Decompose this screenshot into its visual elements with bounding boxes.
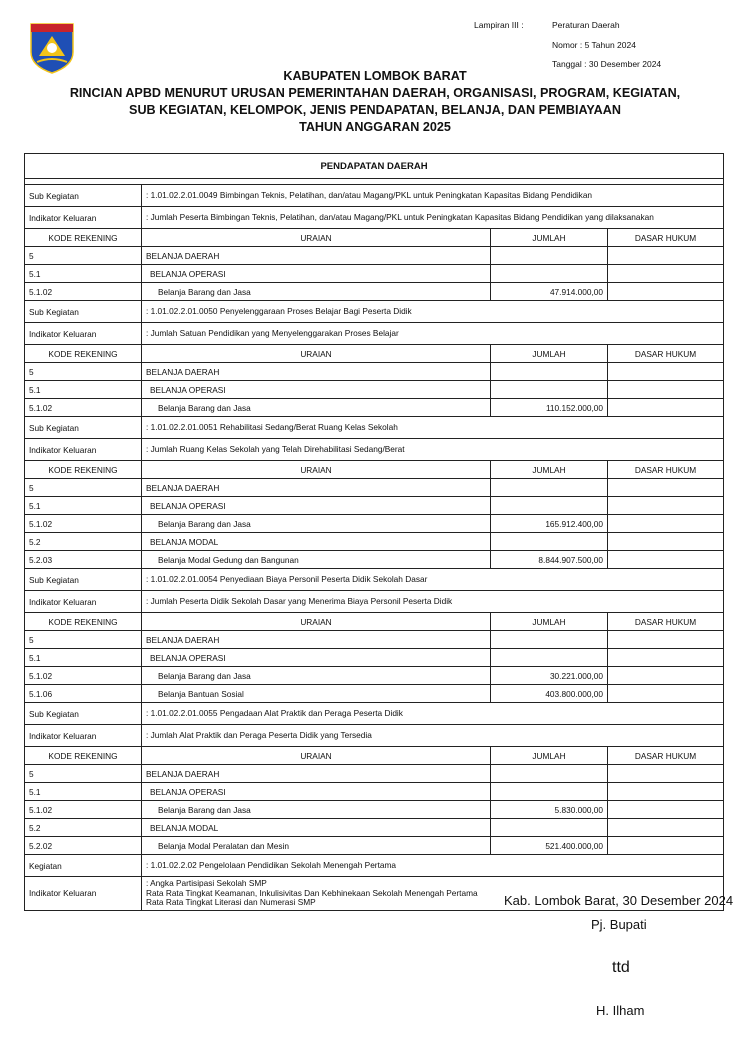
column-header: URAIAN	[142, 345, 491, 363]
table-row	[25, 765, 724, 783]
uraian: Belanja Barang dan Jasa	[142, 801, 491, 819]
kode-rekening: 5	[25, 631, 142, 649]
table-row	[25, 819, 724, 837]
jumlah	[491, 819, 608, 837]
table-row	[25, 685, 724, 703]
table-row	[25, 247, 724, 265]
info-row	[25, 185, 724, 207]
column-header: KODE REKENING	[25, 461, 142, 479]
column-header: JUMLAH	[491, 345, 608, 363]
table-row	[25, 283, 724, 301]
uraian: Belanja Barang dan Jasa	[142, 515, 491, 533]
dasar-hukum	[608, 765, 724, 783]
jumlah: 521.400.000,00	[491, 837, 608, 855]
uraian: BELANJA OPERASI	[142, 265, 491, 283]
table-row	[25, 631, 724, 649]
info-row	[25, 569, 724, 591]
column-header-row	[25, 229, 724, 247]
uraian: BELANJA DAERAH	[142, 479, 491, 497]
table-row	[25, 363, 724, 381]
table-row	[25, 551, 724, 569]
dasar-hukum	[608, 265, 724, 283]
lampiran-label: Lampiran III :	[474, 20, 524, 30]
info-row	[25, 301, 724, 323]
info-value: : Jumlah Ruang Kelas Sekolah yang Telah Direhabilitasi Sedang/Berat	[142, 439, 724, 461]
column-header: KODE REKENING	[25, 747, 142, 765]
column-header: URAIAN	[142, 747, 491, 765]
info-value: : Jumlah Satuan Pendidikan yang Menyelenggarakan Proses Belajar	[142, 323, 724, 345]
info-row	[25, 725, 724, 747]
table-row	[25, 515, 724, 533]
dasar-hukum	[608, 783, 724, 801]
column-header: DASAR HUKUM	[608, 613, 724, 631]
jumlah: 5.830.000,00	[491, 801, 608, 819]
info-value: : 1.01.02.2.01.0051 Rehabilitasi Sedang/Berat Ruang Kelas Sekolah	[142, 417, 724, 439]
jumlah: 403.800.000,00	[491, 685, 608, 703]
info-label: Indikator Keluaran	[25, 439, 142, 461]
info-label: Sub Kegiatan	[25, 703, 142, 725]
uraian: BELANJA OPERASI	[142, 783, 491, 801]
table-row	[25, 399, 724, 417]
table-row	[25, 381, 724, 399]
dasar-hukum	[608, 631, 724, 649]
info-value: : 1.01.02.2.01.0055 Pengadaan Alat Praktik dan Peraga Peserta Didik	[142, 703, 724, 725]
signature-position: Pj. Bupati	[591, 917, 647, 932]
dasar-hukum	[608, 667, 724, 685]
jumlah: 110.152.000,00	[491, 399, 608, 417]
dasar-hukum	[608, 551, 724, 569]
kode-rekening: 5	[25, 363, 142, 381]
info-value: : Jumlah Alat Praktik dan Peraga Peserta Didik yang Tersedia	[142, 725, 724, 747]
jumlah	[491, 265, 608, 283]
kode-rekening: 5.2	[25, 533, 142, 551]
dasar-hukum	[608, 399, 724, 417]
info-label: Indikator Keluaran	[25, 725, 142, 747]
column-header: URAIAN	[142, 229, 491, 247]
signature-name: H. Ilham	[596, 1003, 645, 1018]
kode-rekening: 5	[25, 765, 142, 783]
column-header: DASAR HUKUM	[608, 461, 724, 479]
table-row	[25, 497, 724, 515]
dasar-hukum	[608, 819, 724, 837]
dasar-hukum	[608, 685, 724, 703]
kode-rekening: 5.2.03	[25, 551, 142, 569]
uraian: BELANJA OPERASI	[142, 381, 491, 399]
title-line: KABUPATEN LOMBOK BARAT	[283, 69, 467, 83]
uraian: BELANJA MODAL	[142, 533, 491, 551]
table-row	[25, 667, 724, 685]
column-header: JUMLAH	[491, 229, 608, 247]
dasar-hukum	[608, 515, 724, 533]
info-label: Indikator Keluaran	[25, 323, 142, 345]
info-value: : 1.01.02.2.01.0050 Penyelenggaraan Proses Belajar Bagi Peserta Didik	[142, 301, 724, 323]
jumlah	[491, 533, 608, 551]
info-label: Sub Kegiatan	[25, 185, 142, 207]
uraian: BELANJA MODAL	[142, 819, 491, 837]
jumlah: 47.914.000,00	[491, 283, 608, 301]
column-header-row	[25, 345, 724, 363]
dasar-hukum	[608, 363, 724, 381]
dasar-hukum	[608, 381, 724, 399]
dasar-hukum	[608, 649, 724, 667]
kode-rekening: 5.1.06	[25, 685, 142, 703]
jumlah	[491, 363, 608, 381]
kode-rekening: 5.1	[25, 381, 142, 399]
budget-table	[24, 153, 724, 911]
lampiran-label	[474, 36, 552, 56]
info-row	[25, 703, 724, 725]
jumlah: 8.844.907.500,00	[491, 551, 608, 569]
title-line: RINCIAN APBD MENURUT URUSAN PEMERINTAHAN DAERAH, ORGANISASI, PROGRAM, KEGIATAN,	[69, 86, 681, 100]
column-header: DASAR HUKUM	[608, 229, 724, 247]
table-row	[25, 801, 724, 819]
column-header-row	[25, 461, 724, 479]
table-row	[25, 479, 724, 497]
dasar-hukum	[608, 533, 724, 551]
jumlah	[491, 765, 608, 783]
kode-rekening: 5.1	[25, 649, 142, 667]
table-row	[25, 837, 724, 855]
column-header: JUMLAH	[491, 747, 608, 765]
kode-rekening: 5.1.02	[25, 801, 142, 819]
info-value: : 1.01.02.2.01.0054 Penyediaan Biaya Personil Peserta Didik Sekolah Dasar	[142, 569, 724, 591]
kode-rekening: 5.1.02	[25, 667, 142, 685]
jumlah	[491, 783, 608, 801]
uraian: BELANJA DAERAH	[142, 363, 491, 381]
kode-rekening: 5.1	[25, 783, 142, 801]
column-header: DASAR HUKUM	[608, 747, 724, 765]
table-row	[25, 649, 724, 667]
info-row	[25, 207, 724, 229]
column-header: URAIAN	[142, 613, 491, 631]
lampiran-block	[474, 16, 661, 75]
column-header: KODE REKENING	[25, 613, 142, 631]
jumlah	[491, 497, 608, 515]
jumlah	[491, 649, 608, 667]
jumlah	[491, 247, 608, 265]
column-header: DASAR HUKUM	[608, 345, 724, 363]
dasar-hukum	[608, 497, 724, 515]
table-row	[25, 265, 724, 283]
kode-rekening: 5.1.02	[25, 515, 142, 533]
info-value: : Jumlah Peserta Bimbingan Teknis, Pelatihan, dan/atau Magang/PKL untuk Peningkatan Kapasitas Bidang Pendidikan yang dilaksanakan	[142, 207, 724, 229]
kode-rekening: 5.2.02	[25, 837, 142, 855]
info-label: Indikator Keluaran	[25, 877, 142, 911]
kode-rekening: 5.1.02	[25, 283, 142, 301]
table-row	[25, 783, 724, 801]
kode-rekening: 5.1.02	[25, 399, 142, 417]
info-label: Sub Kegiatan	[25, 301, 142, 323]
column-header: KODE REKENING	[25, 229, 142, 247]
kode-rekening: 5.1	[25, 497, 142, 515]
uraian: BELANJA DAERAH	[142, 765, 491, 783]
column-header: JUMLAH	[491, 613, 608, 631]
kode-rekening: 5	[25, 247, 142, 265]
jumlah	[491, 381, 608, 399]
info-row	[25, 591, 724, 613]
dasar-hukum	[608, 479, 724, 497]
lombok-barat-logo	[29, 22, 75, 74]
lampiran-value: Peraturan Daerah	[552, 20, 620, 30]
uraian: Belanja Bantuan Sosial	[142, 685, 491, 703]
info-label: Kegiatan	[25, 855, 142, 877]
info-label: Indikator Keluaran	[25, 207, 142, 229]
info-value: : 1.01.02.2.01.0049 Bimbingan Teknis, Pelatihan, dan/atau Magang/PKL untuk Peningkatan Kapasitas Bidang Pendidikan	[142, 185, 724, 207]
jumlah: 165.912.400,00	[491, 515, 608, 533]
info-row	[25, 323, 724, 345]
uraian: BELANJA OPERASI	[142, 649, 491, 667]
info-row	[25, 855, 724, 877]
info-row	[25, 439, 724, 461]
uraian: BELANJA DAERAH	[142, 631, 491, 649]
info-value: : Jumlah Peserta Didik Sekolah Dasar yang Menerima Biaya Personil Peserta Didik	[142, 591, 724, 613]
column-header: KODE REKENING	[25, 345, 142, 363]
column-header: JUMLAH	[491, 461, 608, 479]
jumlah	[491, 631, 608, 649]
kode-rekening: 5.2	[25, 819, 142, 837]
signature-place-date: Kab. Lombok Barat, 30 Desember 2024	[504, 893, 734, 908]
column-header: URAIAN	[142, 461, 491, 479]
title-line: SUB KEGIATAN, KELOMPOK, JENIS PENDAPATAN, BELANJA, DAN PEMBIAYAAN	[129, 103, 621, 117]
info-label: Sub Kegiatan	[25, 569, 142, 591]
info-label: Sub Kegiatan	[25, 417, 142, 439]
uraian: Belanja Modal Gedung dan Bangunan	[142, 551, 491, 569]
kode-rekening: 5	[25, 479, 142, 497]
info-label: Indikator Keluaran	[25, 591, 142, 613]
info-row	[25, 417, 724, 439]
lampiran-tanggal: Tanggal : 30 Desember 2024	[552, 59, 662, 69]
column-header-row	[25, 613, 724, 631]
title-line: TAHUN ANGGARAN 2025	[299, 120, 451, 134]
uraian: BELANJA DAERAH	[142, 247, 491, 265]
table-row	[25, 533, 724, 551]
jumlah	[491, 479, 608, 497]
uraian: Belanja Barang dan Jasa	[142, 399, 491, 417]
info-value: : Angka Partisipasi Sekolah SMP Rata Rata Tingkat Keamanan, Inkulisivitas Dan Kebhinekaan Sekolah Menengah Pertama Rata Rata Tingkat Literasi dan Numerasi SMP	[142, 877, 724, 911]
table-title: PENDAPATAN DAERAH	[25, 154, 724, 179]
kode-rekening: 5.1	[25, 265, 142, 283]
uraian: BELANJA OPERASI	[142, 497, 491, 515]
document-title	[0, 68, 750, 136]
jumlah: 30.221.000,00	[491, 667, 608, 685]
lampiran-nomor: Nomor : 5 Tahun 2024	[552, 39, 636, 50]
uraian: Belanja Modal Peralatan dan Mesin	[142, 837, 491, 855]
dasar-hukum	[608, 283, 724, 301]
dasar-hukum	[608, 247, 724, 265]
uraian: Belanja Barang dan Jasa	[142, 283, 491, 301]
dasar-hukum	[608, 837, 724, 855]
column-header-row	[25, 747, 724, 765]
signature-ttd: ttd	[612, 959, 630, 976]
dasar-hukum	[608, 801, 724, 819]
uraian: Belanja Barang dan Jasa	[142, 667, 491, 685]
info-value: : 1.01.02.2.02 Pengelolaan Pendidikan Sekolah Menengah Pertama	[142, 855, 724, 877]
